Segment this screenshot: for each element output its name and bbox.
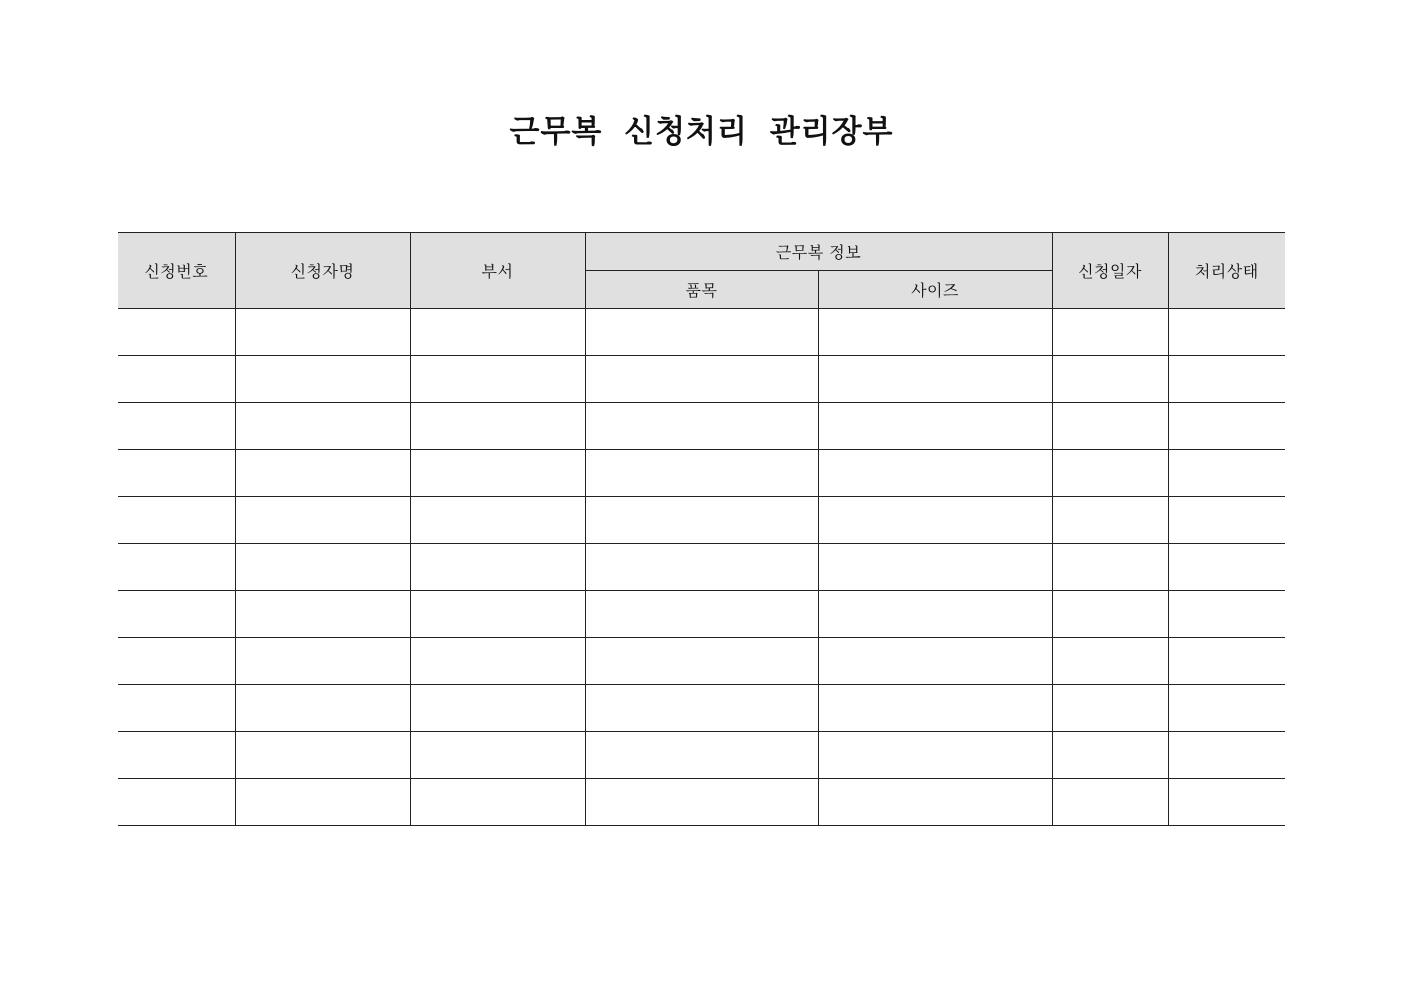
request-no-cell[interactable] [118, 591, 235, 638]
table-row [118, 497, 1285, 544]
request-no-cell[interactable] [118, 638, 235, 685]
header-size: 사이즈 [818, 271, 1052, 309]
request-date-cell[interactable] [1052, 544, 1168, 591]
size-cell[interactable] [818, 544, 1052, 591]
request-no-cell[interactable] [118, 450, 235, 497]
department-cell[interactable] [410, 497, 585, 544]
applicant-cell[interactable] [235, 591, 410, 638]
department-cell[interactable] [410, 403, 585, 450]
table-row [118, 685, 1285, 732]
item-cell[interactable] [585, 450, 818, 497]
applicant-cell[interactable] [235, 732, 410, 779]
request-date-cell[interactable] [1052, 732, 1168, 779]
department-cell[interactable] [410, 638, 585, 685]
size-cell[interactable] [818, 403, 1052, 450]
header-row-top [118, 233, 1285, 271]
request-date-cell[interactable] [1052, 450, 1168, 497]
department-cell[interactable] [410, 591, 585, 638]
department-cell[interactable] [410, 450, 585, 497]
table-row [118, 638, 1285, 685]
size-cell[interactable] [818, 638, 1052, 685]
request-date-cell[interactable] [1052, 309, 1168, 356]
department-cell[interactable] [410, 685, 585, 732]
request-date-cell[interactable] [1052, 685, 1168, 732]
item-cell[interactable] [585, 779, 818, 826]
status-cell[interactable] [1168, 638, 1285, 685]
applicant-cell[interactable] [235, 403, 410, 450]
department-cell[interactable] [410, 779, 585, 826]
request-date-cell[interactable] [1052, 356, 1168, 403]
uniform-request-ledger-table [118, 232, 1285, 826]
request-no-cell[interactable] [118, 356, 235, 403]
header-item: 품목 [585, 271, 818, 309]
department-cell[interactable] [410, 309, 585, 356]
applicant-cell[interactable] [235, 638, 410, 685]
request-date-cell[interactable] [1052, 638, 1168, 685]
applicant-cell[interactable] [235, 685, 410, 732]
status-cell[interactable] [1168, 450, 1285, 497]
request-no-cell[interactable] [118, 685, 235, 732]
size-cell[interactable] [818, 685, 1052, 732]
table-row [118, 403, 1285, 450]
table-row [118, 779, 1285, 826]
table-body [118, 309, 1285, 826]
applicant-cell[interactable] [235, 309, 410, 356]
item-cell[interactable] [585, 638, 818, 685]
status-cell[interactable] [1168, 497, 1285, 544]
applicant-cell[interactable] [235, 779, 410, 826]
department-cell[interactable] [410, 732, 585, 779]
header-request-date: 신청일자 [1052, 233, 1168, 309]
table-row [118, 309, 1285, 356]
department-cell[interactable] [410, 356, 585, 403]
applicant-cell[interactable] [235, 497, 410, 544]
request-no-cell[interactable] [118, 732, 235, 779]
status-cell[interactable] [1168, 685, 1285, 732]
request-no-cell[interactable] [118, 544, 235, 591]
item-cell[interactable] [585, 732, 818, 779]
size-cell[interactable] [818, 591, 1052, 638]
size-cell[interactable] [818, 450, 1052, 497]
table-row [118, 356, 1285, 403]
status-cell[interactable] [1168, 309, 1285, 356]
size-cell[interactable] [818, 309, 1052, 356]
status-cell[interactable] [1168, 544, 1285, 591]
request-no-cell[interactable] [118, 497, 235, 544]
table-row [118, 544, 1285, 591]
applicant-cell[interactable] [235, 450, 410, 497]
item-cell[interactable] [585, 356, 818, 403]
applicant-cell[interactable] [235, 356, 410, 403]
request-date-cell[interactable] [1052, 497, 1168, 544]
item-cell[interactable] [585, 309, 818, 356]
item-cell[interactable] [585, 403, 818, 450]
size-cell[interactable] [818, 356, 1052, 403]
header-department: 부서 [410, 233, 585, 309]
item-cell[interactable] [585, 685, 818, 732]
status-cell[interactable] [1168, 779, 1285, 826]
status-cell[interactable] [1168, 732, 1285, 779]
status-cell[interactable] [1168, 356, 1285, 403]
size-cell[interactable] [818, 497, 1052, 544]
request-date-cell[interactable] [1052, 403, 1168, 450]
request-date-cell[interactable] [1052, 591, 1168, 638]
size-cell[interactable] [818, 779, 1052, 826]
request-no-cell[interactable] [118, 403, 235, 450]
size-cell[interactable] [818, 732, 1052, 779]
request-no-cell[interactable] [118, 779, 235, 826]
item-cell[interactable] [585, 544, 818, 591]
header-applicant: 신청자명 [235, 233, 410, 309]
status-cell[interactable] [1168, 591, 1285, 638]
item-cell[interactable] [585, 591, 818, 638]
header-status: 처리상태 [1168, 233, 1285, 309]
header-uniform-info: 근무복 정보 [585, 233, 1052, 271]
request-date-cell[interactable] [1052, 779, 1168, 826]
department-cell[interactable] [410, 544, 585, 591]
table-row [118, 450, 1285, 497]
status-cell[interactable] [1168, 403, 1285, 450]
table-row [118, 591, 1285, 638]
table-row [118, 732, 1285, 779]
applicant-cell[interactable] [235, 544, 410, 591]
page-title: 근무복 신청처리 관리장부 [509, 114, 894, 150]
request-no-cell[interactable] [118, 309, 235, 356]
header-request-no: 신청번호 [118, 233, 235, 309]
item-cell[interactable] [585, 497, 818, 544]
